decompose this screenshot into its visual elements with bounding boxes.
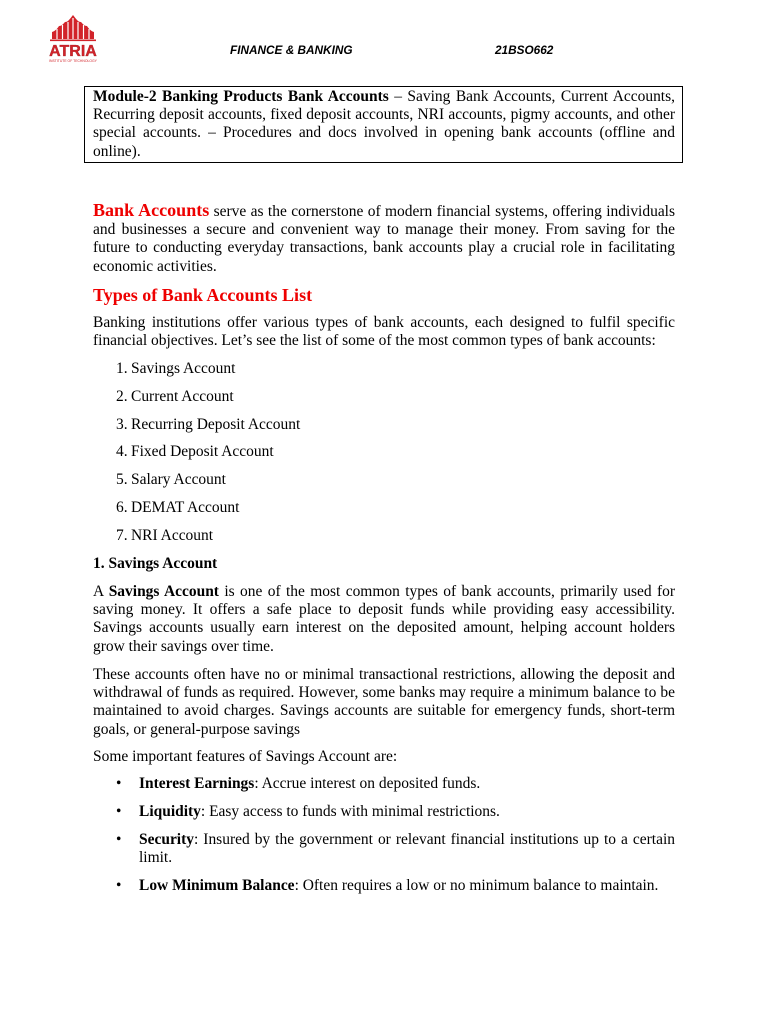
feature-text: : Accrue interest on deposited funds. — [254, 775, 481, 792]
list-item-label: DEMAT Account — [131, 499, 240, 517]
header-course-code: 21BSO662 — [495, 43, 554, 57]
feature-term: Low Minimum Balance — [139, 877, 295, 895]
list-item-number: 5. — [116, 471, 128, 489]
intro-lead-term: Bank Accounts — [93, 200, 210, 220]
feature-term: Liquidity — [139, 803, 201, 820]
bullet-icon: • — [116, 803, 122, 820]
savings-para1-text: is one of the most common types of bank accounts, primarily used for saving money. It offers a safe place to deposit funds while providing easy accessibility. Savings accounts usually earn interest on the deposited amount, helping account holders grow their savings over time. — [93, 583, 675, 655]
feature-text: : Easy access to funds with minimal restrictions. — [200, 803, 500, 820]
intro-paragraph — [93, 201, 675, 276]
feature-term: Interest Earnings — [139, 775, 255, 792]
header-subject: FINANCE & BANKING — [230, 43, 353, 57]
list-item-number: 6. — [116, 499, 128, 517]
intro-text: serve as the cornerstone of modern financial systems, offering individuals and businesses a secure and convenient way to manage their money. From saving for the future to conducting everyday transactions, bank accounts play a crucial role in facilitating economic activities. — [93, 203, 676, 275]
list-item — [93, 388, 675, 406]
bullet-icon: • — [116, 775, 122, 792]
list-item-number: 1. — [116, 360, 128, 377]
account-types-list — [93, 360, 675, 555]
module-title: Module-2 Banking Products Bank Accounts — [93, 88, 389, 105]
feature-term: Security — [139, 831, 194, 848]
feature-item — [93, 831, 675, 867]
list-item-label: NRI Account — [131, 526, 214, 544]
savings-paragraph-1 — [93, 583, 675, 656]
logo-wordmark: ATRIA — [49, 43, 97, 60]
list-item-number: 7. — [116, 526, 128, 544]
list-item-label: Salary Account — [131, 471, 226, 489]
list-item — [93, 471, 675, 489]
feature-item — [93, 803, 675, 821]
savings-heading: 1. Savings Account — [93, 555, 218, 572]
list-item — [93, 443, 675, 461]
list-item — [93, 527, 675, 545]
list-item-label: Recurring Deposit Account — [131, 415, 301, 433]
feature-item — [93, 775, 675, 793]
savings-para1-term: Savings Account — [108, 583, 219, 600]
features-intro: Some important features of Savings Account are: — [93, 748, 398, 765]
list-item-label: Fixed Deposit Account — [131, 443, 274, 461]
logo-subtitle: INSTITUTE OF TECHNOLOGY — [49, 59, 97, 63]
savings-paragraph-2: These accounts often have no or minimal transactional restrictions, allowing the deposit and withdrawal of funds as required. However, some banks may require a minimum balance to be maintained to avoid charges. Savings accounts are suitable for emergency funds, short-term goals, or general-purpose savings — [93, 666, 675, 738]
list-item — [93, 416, 675, 434]
list-item-number: 2. — [116, 387, 128, 405]
list-item — [93, 499, 675, 517]
bullet-icon: • — [116, 877, 122, 895]
bullet-icon: • — [116, 831, 122, 848]
module-description: – Saving Bank Accounts, Current Accounts, Recurring deposit accounts, fixed deposit accounts, NRI accounts, pigmy accounts, and other special accounts. – Procedures and docs involved in opening bank accounts (offline and online). — [93, 88, 675, 160]
feature-text: : Insured by the government or relevant financial institutions up to a certain limit. — [139, 831, 675, 867]
list-item-number: 3. — [116, 415, 128, 433]
feature-text: : Often requires a low or no minimum balance to maintain. — [294, 877, 659, 895]
list-item-label: Savings Account — [131, 360, 236, 377]
types-heading: Types of Bank Accounts List — [93, 285, 313, 305]
feature-item — [93, 877, 675, 895]
types-intro-paragraph: Banking institutions offer various types of bank accounts, each designed to fulfil specific financial objectives. Let’s see the list of some of the most common types of bank accounts: — [93, 314, 675, 350]
list-item — [93, 360, 675, 378]
atria-logo — [44, 14, 102, 66]
logo-base-bar — [50, 40, 96, 42]
module-summary-box — [84, 86, 683, 163]
list-item-number: 4. — [116, 443, 128, 461]
list-item-label: Current Account — [131, 387, 234, 405]
features-list — [93, 775, 675, 905]
savings-para1-prefix: A — [93, 583, 104, 600]
